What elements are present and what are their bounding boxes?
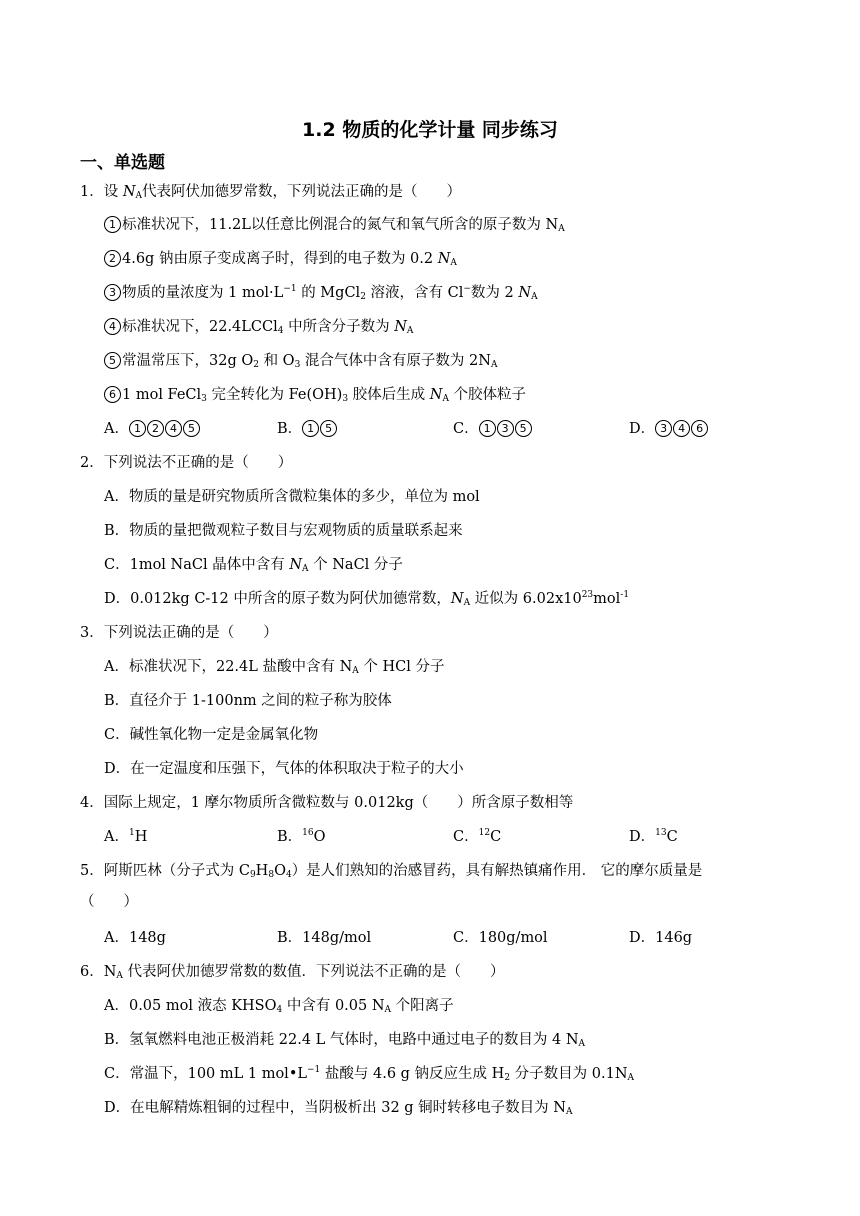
question-5-stem: 5．阿斯匹林（分子式为 $C_9H_8O_4$）是人们熟知的治感冒药，具有解热镇痛作用． 它的摩尔质量是	[80, 863, 703, 880]
q5-option-d[interactable]: D．146g	[629, 930, 693, 946]
q1-option-d[interactable]: D． 3 4 6	[629, 417, 709, 438]
q2-option-a[interactable]: A．物质的量是研究物质所含微粒集体的多少，单位为 mol	[104, 489, 480, 505]
q1-option-a[interactable]: A． 1 2 4 5	[104, 417, 201, 438]
circled-number: 3	[104, 284, 121, 301]
q1-statement-4: 4 标准状况下，22.4LCCl$_4$ 中所含分子数为 $N_A$	[104, 315, 413, 336]
question-6-stem: 6．$N_A$ 代表阿伏加德罗常数的数值．下列说法不正确的是（ ）	[80, 964, 505, 981]
q4-option-c[interactable]: C．$^{12}$C	[453, 828, 502, 845]
q1-statement-3: 3 物质的量浓度为 1 $mol\cdot L^{-1}$ 的 MgCl$_2$ 溶液，含有 Cl−数为 2 $N_A$	[104, 281, 538, 302]
circled-number: 5	[104, 352, 121, 369]
q4-option-a[interactable]: A．$^1$H	[104, 828, 148, 845]
circled-number: 6	[104, 386, 121, 403]
q1-statement-5: 5 常温常压下，32g $O_2$ 和 $O_3$ 混合气体中含有原子数为 $2N_A$	[104, 349, 497, 370]
q4-option-b[interactable]: B．$^{16}$O	[277, 828, 326, 845]
q1-option-b[interactable]: B． 1 5	[277, 417, 338, 438]
q6-option-c[interactable]: C．常温下，100 mL 1 $mol•L^{-1}$ 盐酸与 4.6 g 钠反应生成 $H_2$ 分子数目为 $0.1N_A$	[104, 1065, 635, 1083]
q2-option-c[interactable]: C．1mol NaCl 晶体中含有 $N_A$ 个 NaCl 分子	[104, 557, 403, 574]
question-1-stem: 1．设 $N_A$代表阿伏加德罗常数，下列说法正确的是（ ）	[80, 184, 462, 201]
question-4-stem: 4．国际上规定，1 摩尔物质所含微粒数与 0.012kg（ ）所含原子数相等	[80, 795, 574, 811]
q1-statement-2: 2 4.6g 钠由原子变成离子时，得到的电子数为 0.2 $N_A$	[104, 247, 457, 268]
q6-option-a[interactable]: A．0.05 mol 液态 $KHSO_4$ 中含有 0.05 $N_A$ 个阳离子	[104, 998, 454, 1015]
q3-option-c[interactable]: C．碱性氧化物一定是金属氧化物	[104, 727, 319, 743]
section-heading: 一、单选题	[80, 153, 165, 173]
q1-statement-1: 1 标准状况下，11.2L以任意比例混合的氮气和氧气所含的原子数为 $N_A$	[104, 213, 565, 234]
q5-option-a[interactable]: A．148g	[104, 930, 166, 946]
circled-number: 1	[104, 216, 121, 233]
q6-option-d[interactable]: D．在电解精炼粗铜的过程中，当阴极析出 32 g 铜时转移电子数目为 $N_A$	[104, 1100, 573, 1117]
q2-option-b[interactable]: B．物质的量把微观粒子数目与宏观物质的质量联系起来	[104, 523, 463, 539]
q3-option-d[interactable]: D．在一定温度和压强下，气体的体积取决于粒子的大小	[104, 761, 464, 777]
page-title: 1.2 物质的化学计量 同步练习	[302, 119, 558, 141]
q4-option-d[interactable]: D．$^{13}$C	[629, 828, 678, 845]
question-2-stem: 2．下列说法不正确的是（ ）	[80, 455, 293, 471]
q1-statement-6: 6 1 mol FeCl$_3$ 完全转化为 $Fe(OH)_3$ 胶体后生成 $N_A$ 个胶体粒子	[104, 383, 526, 404]
circled-number: 4	[104, 318, 121, 335]
q3-option-b[interactable]: B．直径介于 1-100nm 之间的粒子称为胶体	[104, 693, 392, 709]
q2-option-d[interactable]: D．0.012kg C-12 中所含的原子数为阿伏加德常数，$N_A$ 近似为 $6.02x10^{23}mol^{-1}$	[104, 590, 630, 608]
q5-option-b[interactable]: B．148g/mol	[277, 930, 372, 946]
q6-option-b[interactable]: B．氢氧燃料电池正极消耗 22.4 L 气体时，电路中通过电子的数目为 4 $N_A$	[104, 1032, 586, 1049]
q3-option-a[interactable]: A．标准状况下，22.4L 盐酸中含有 $N_A$ 个 HCl 分子	[104, 659, 445, 676]
question-5-stem-continued: （ ）	[80, 894, 138, 910]
circled-number: 2	[104, 250, 121, 267]
question-3-stem: 3．下列说法正确的是（ ）	[80, 625, 278, 641]
q1-option-c[interactable]: C． 1 3 5	[453, 417, 533, 438]
q5-option-c[interactable]: C．180g/mol	[453, 930, 548, 946]
